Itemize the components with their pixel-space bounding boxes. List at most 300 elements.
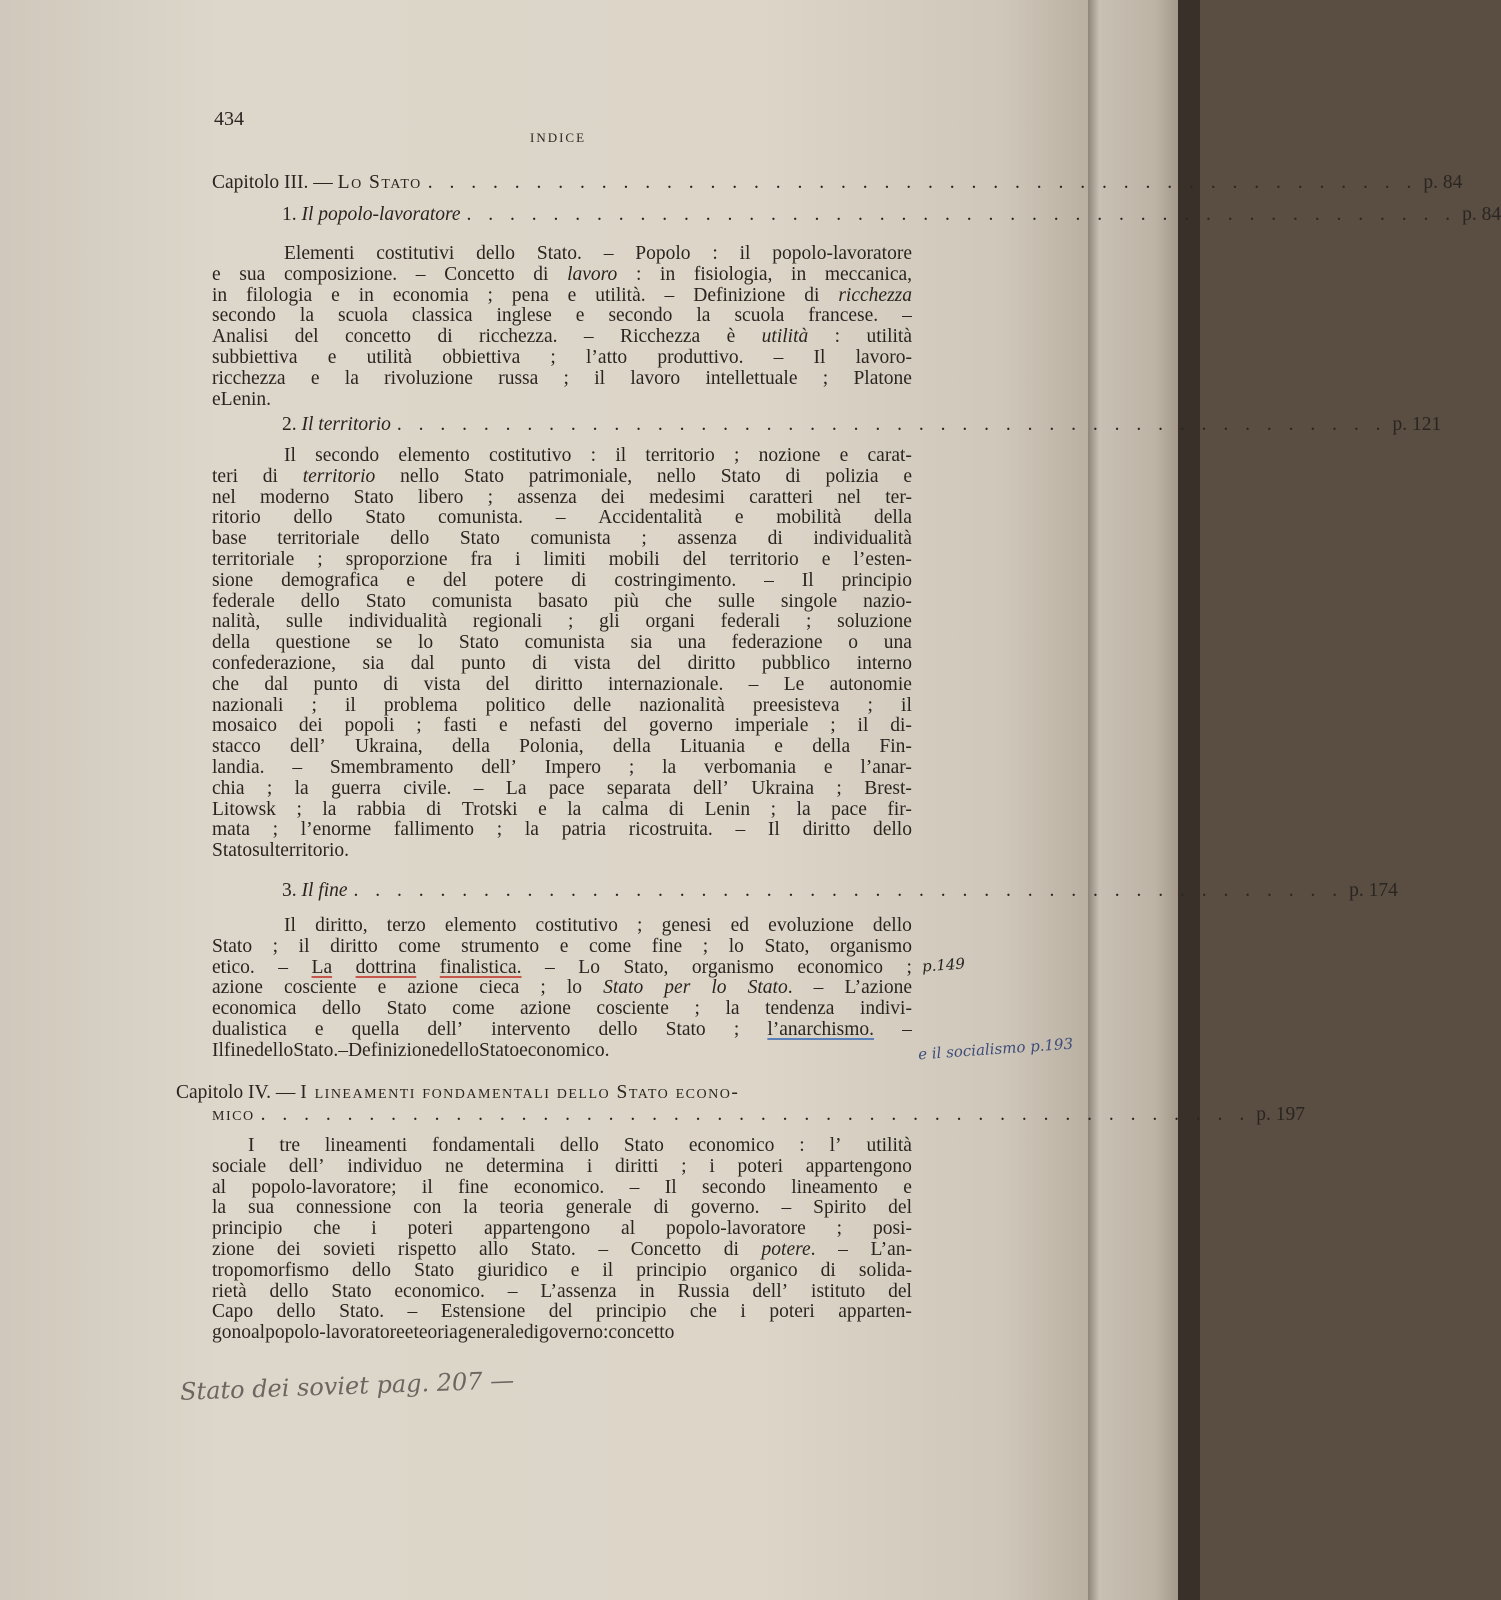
word: assenza <box>517 486 577 508</box>
text-line <box>212 800 912 821</box>
word: l’enorme <box>300 819 372 841</box>
word: dell’ <box>752 1280 789 1302</box>
word: istituto <box>811 1280 866 1302</box>
chapter-4-summary <box>212 1136 912 1344</box>
word: dello <box>872 915 912 936</box>
word: i <box>709 1155 715 1177</box>
word: mobilità <box>776 507 842 529</box>
handwritten-note: e il socialismo p.193 <box>917 1034 1074 1064</box>
word: punto <box>313 673 358 695</box>
section-page: p. 174 <box>1349 880 1398 901</box>
word: nefasti <box>529 715 582 737</box>
word: russa <box>498 367 539 389</box>
word: poteri <box>737 1155 783 1177</box>
text-line <box>212 244 912 265</box>
word: etico. <box>212 956 255 978</box>
word: tropomorfismo <box>212 1259 329 1281</box>
word: dello <box>352 1259 392 1281</box>
word: ne <box>444 1155 464 1177</box>
word: della <box>451 736 490 758</box>
word: l’anar- <box>860 756 912 778</box>
word: ; <box>906 956 912 978</box>
word: verbomania <box>704 756 797 778</box>
word: preesisteva <box>752 694 840 716</box>
word: Stato <box>386 998 427 1020</box>
word: diritto <box>687 652 736 674</box>
word: elemento <box>398 445 470 466</box>
word: dei <box>601 486 625 508</box>
red-underlined-word: La <box>311 956 333 978</box>
italic-text: potere <box>761 1238 811 1260</box>
chapter-prefix: Capitolo III. — <box>212 172 338 193</box>
word: ; <box>641 528 647 550</box>
word: Stato <box>365 507 406 529</box>
word: di <box>571 569 587 591</box>
word: mosaico <box>212 715 277 737</box>
handwritten-note: p.149 <box>921 954 966 976</box>
section-page: p. 84 <box>1462 204 1501 225</box>
word: dello <box>872 819 912 841</box>
text-segment: azione cosciente e azione cieca ; lo <box>212 977 604 999</box>
chapter-page: p. 84 <box>1423 172 1463 193</box>
word: chia <box>212 777 245 799</box>
word: concetto <box>608 1322 675 1344</box>
word: francese. <box>808 305 879 327</box>
word: del <box>888 1197 912 1219</box>
text-line <box>212 592 912 613</box>
text-line <box>212 369 912 390</box>
section-summary <box>212 446 912 862</box>
word: ; <box>770 798 777 820</box>
word: che <box>212 673 240 695</box>
word: – <box>545 956 555 978</box>
word: Lo <box>578 956 600 978</box>
word: Platone <box>853 367 912 389</box>
word: come <box>588 935 632 957</box>
word: dello <box>322 998 362 1020</box>
handwritten-note: Stato dei soviet pag. 207 — <box>179 1366 515 1406</box>
word: individuo <box>347 1155 423 1177</box>
text-line <box>212 488 912 509</box>
word: Ukraina, <box>355 736 423 758</box>
word: limiti <box>543 548 586 570</box>
page-edges <box>1088 0 1200 1600</box>
word: – <box>629 1176 640 1198</box>
word: Lenin <box>704 798 751 820</box>
text-line <box>212 306 912 327</box>
word: base <box>212 528 247 550</box>
word: che <box>313 1218 341 1240</box>
word: una <box>677 632 706 654</box>
word: vista <box>573 652 611 674</box>
text-line <box>212 1282 912 1303</box>
word: la <box>344 367 359 389</box>
text-line <box>212 958 912 979</box>
word: e <box>404 1322 414 1344</box>
word: lavoro- <box>855 346 912 368</box>
word: caratteri <box>749 486 813 508</box>
text-line <box>212 716 912 737</box>
word: il <box>345 694 356 716</box>
word: costitutivo <box>489 445 572 466</box>
word: lo <box>417 632 434 654</box>
text-line <box>212 633 912 654</box>
text-line <box>212 1219 912 1240</box>
section-number: 2. <box>282 414 302 435</box>
text-line <box>212 779 912 800</box>
word: principio <box>636 1259 707 1281</box>
word: economico. <box>394 1280 485 1302</box>
word: lineamenti <box>324 1135 408 1156</box>
word: al <box>251 1322 266 1344</box>
text-segment: : in fisiologia, in meccanica, <box>617 263 912 285</box>
italic-text: lavoro <box>567 263 618 285</box>
word: assenza <box>677 528 737 550</box>
word: Fin- <box>879 736 912 758</box>
text-line <box>212 758 912 779</box>
word: landia. <box>212 756 265 778</box>
word: classica <box>411 305 473 327</box>
word: Stato <box>331 1280 372 1302</box>
word: il <box>901 694 912 716</box>
word: di <box>532 652 548 674</box>
word: sul <box>252 840 275 862</box>
word: ; <box>311 694 317 716</box>
section-summary <box>212 244 912 410</box>
word: vista <box>423 673 461 695</box>
word: poteri <box>769 1301 815 1323</box>
word: Stato <box>665 1018 706 1040</box>
word: i <box>371 1218 377 1240</box>
word: Stato <box>458 632 499 654</box>
word: costitutivo <box>535 915 618 936</box>
word: federazione <box>731 632 823 654</box>
word: Russia <box>677 1280 730 1302</box>
chapter-title: Lo Stato <box>337 172 422 193</box>
word: territorio <box>729 548 799 570</box>
word: autonomie <box>829 673 912 695</box>
word: pubblico <box>761 652 831 674</box>
word: : <box>602 1322 609 1344</box>
word: principio <box>596 1301 667 1323</box>
word: governo <box>649 715 713 737</box>
word: del <box>548 1301 573 1323</box>
text-line <box>212 937 912 958</box>
word: governo <box>539 1322 603 1344</box>
word: e <box>212 388 221 410</box>
word: costringimento. <box>614 569 737 591</box>
word: determina <box>486 1155 565 1177</box>
text-line <box>212 265 912 286</box>
word: Il <box>284 915 296 936</box>
word: il <box>594 367 606 389</box>
word: Stato, <box>623 956 669 978</box>
text-segment: . – L’azione <box>787 977 912 999</box>
word: dello <box>300 590 340 612</box>
word: e <box>406 569 416 591</box>
word: intellettuale <box>705 367 798 389</box>
book-cover <box>1178 0 1200 1600</box>
word: L’assenza <box>540 1280 617 1302</box>
word: dal <box>264 673 289 695</box>
text-line <box>212 654 912 675</box>
toc-chapter-4 <box>176 1082 956 1104</box>
word: Stato, <box>764 935 810 957</box>
word: ; <box>702 935 709 957</box>
word: più <box>613 590 639 612</box>
word: tre <box>279 1135 300 1156</box>
word: – <box>764 569 774 591</box>
word: del <box>888 1280 912 1302</box>
word: separata <box>606 777 671 799</box>
word: ; <box>867 694 873 716</box>
text-line <box>212 571 912 592</box>
word: nazionalità <box>639 694 725 716</box>
word: di <box>668 798 685 820</box>
word: – <box>748 673 759 695</box>
word: Spirito <box>813 1197 867 1219</box>
word: sproporzione <box>345 548 448 570</box>
word: ; <box>805 611 812 633</box>
word: azione <box>519 998 571 1020</box>
word: sia <box>630 632 653 654</box>
word: la <box>524 819 539 841</box>
word: Il <box>284 445 296 466</box>
text-segment: e sua composizione. – Concetto di <box>212 263 568 285</box>
word: di <box>383 673 399 695</box>
word: indivi- <box>859 998 912 1020</box>
word: appartengono <box>484 1218 591 1240</box>
chapter-title-cont: mico <box>212 1104 255 1125</box>
word: nel <box>212 486 236 508</box>
text-line <box>212 612 912 633</box>
leader-dots: . . . . . . . . . . . . . . . . . . . . . . . . . . . . . . . . . . . . . . . . . . . . . . <box>427 172 1418 193</box>
word: soluzione <box>837 611 912 633</box>
text-line <box>212 999 912 1020</box>
word: Definizione <box>347 1039 441 1061</box>
word: ; <box>830 715 836 737</box>
word: i <box>586 1155 593 1177</box>
word: Lenin. <box>220 388 272 410</box>
word: terzo <box>386 915 426 936</box>
word: gono <box>212 1322 251 1344</box>
word: quella <box>351 1018 400 1040</box>
word: l’atto <box>586 346 628 368</box>
word: la <box>299 305 314 327</box>
word: secondo <box>608 305 673 327</box>
text-line <box>212 1157 912 1178</box>
word: libero <box>417 486 464 508</box>
word: dualistica <box>212 1018 287 1040</box>
word: Le <box>783 673 805 695</box>
text-line <box>212 1136 912 1157</box>
word: comunista <box>530 528 611 550</box>
section-title: Il territorio <box>301 414 391 435</box>
word: nel <box>837 486 862 508</box>
word: – <box>278 956 289 978</box>
text-line <box>212 286 912 307</box>
word: dello <box>440 1039 480 1061</box>
word: e <box>314 1018 324 1040</box>
leader-dots: . . . . . . . . . . . . . . . . . . . . . . . . . . . . . . . . . . . . . . . . . . . . . . <box>353 880 1344 901</box>
word: Il <box>212 1039 224 1061</box>
word: popolo-lavoratore <box>772 243 912 264</box>
page-number: 434 <box>214 108 244 130</box>
word: ; <box>836 777 842 799</box>
italic-text: territorio <box>302 465 376 487</box>
word: sione <box>212 569 254 591</box>
word: territoriale <box>277 528 360 550</box>
word: cosciente <box>596 998 669 1020</box>
word: di <box>767 528 783 550</box>
text-line <box>212 467 912 488</box>
word: ; <box>628 756 635 778</box>
word: di <box>523 1322 540 1344</box>
word: calma <box>601 798 649 820</box>
text-segment: zione dei sovieti rispetto allo Stato. – Concetto di <box>212 1238 762 1260</box>
word: federale <box>212 590 275 612</box>
word: ; <box>567 611 574 633</box>
word: la <box>696 305 711 327</box>
word: Trotski <box>461 798 518 820</box>
section-summary <box>212 916 912 1062</box>
word: diritto <box>535 673 583 695</box>
word: ; <box>681 1155 687 1177</box>
word: delle <box>573 694 612 716</box>
word: ; <box>637 915 643 936</box>
word: dello <box>293 507 333 529</box>
word: della <box>212 632 250 654</box>
word: : <box>799 1135 805 1156</box>
word: genesi <box>661 915 712 936</box>
red-underlined-word: dottrina <box>355 956 417 978</box>
word: appartengono <box>805 1155 912 1177</box>
word: e <box>310 367 320 389</box>
word: – <box>902 305 912 327</box>
word: fasti <box>443 715 478 737</box>
word: – <box>902 1018 912 1040</box>
text-segment: : utilità <box>808 326 912 348</box>
word: e <box>538 798 547 820</box>
word: : <box>590 445 597 466</box>
word: individualità <box>813 528 912 550</box>
section-title: Il popolo-lavoratore <box>301 204 461 225</box>
word: teoria <box>499 1197 544 1219</box>
word: nazio- <box>863 590 912 612</box>
word: dei <box>298 715 323 737</box>
word: o <box>848 632 859 654</box>
red-underlined-word: finalistica. <box>439 956 522 978</box>
word: ; <box>317 548 323 570</box>
word: l’ <box>829 1135 842 1156</box>
word: ritorio <box>212 507 261 529</box>
word: – <box>555 507 566 529</box>
word: dal <box>410 652 435 674</box>
word: La <box>505 777 527 799</box>
word: utilità <box>866 1135 912 1156</box>
word: ; <box>416 715 422 737</box>
leader-dots: . . . . . . . . . . . . . . . . . . . . . . . . . . . . . . . . . . . . . . . . . . . . . . <box>396 414 1387 435</box>
text-line <box>212 696 912 717</box>
word: che <box>664 590 692 612</box>
word: dello <box>476 243 516 264</box>
word: la <box>322 798 337 820</box>
word: diritto <box>330 935 378 957</box>
word: del <box>603 715 628 737</box>
word: sia <box>362 652 385 674</box>
word: fine <box>223 1039 255 1061</box>
word: problema <box>383 694 458 716</box>
word: la <box>662 756 677 778</box>
word: Accidentalità <box>598 507 703 529</box>
word: pace <box>831 798 867 820</box>
word: economico. <box>519 1039 610 1061</box>
word: singole <box>780 590 838 612</box>
word: governo. <box>690 1197 760 1219</box>
word: moderno <box>260 486 330 508</box>
word: territorio. <box>274 840 350 862</box>
word: con <box>413 1197 442 1219</box>
word: individualità <box>348 611 448 633</box>
word: – <box>603 243 614 264</box>
word: il <box>857 715 869 737</box>
word: posi- <box>872 1218 912 1240</box>
word: – <box>473 777 484 799</box>
word: nalità, <box>212 611 261 633</box>
word: secondo <box>315 445 380 466</box>
word: demografica <box>281 569 379 591</box>
word: il <box>298 935 310 957</box>
word: i <box>515 548 521 570</box>
word: economico. <box>513 1176 605 1198</box>
word: Stato <box>353 486 394 508</box>
text-segment: Analisi del concetto di ricchezza. – Ricchezza è <box>212 326 762 348</box>
word: Ukraina <box>751 777 815 799</box>
word: della <box>812 736 851 758</box>
word: Smembramento <box>329 756 454 778</box>
word: e <box>327 346 337 368</box>
text-line <box>212 675 912 696</box>
word: interno <box>856 652 912 674</box>
word: popolo-lavoratore <box>265 1322 405 1344</box>
word: al <box>212 1176 227 1198</box>
word: dello <box>269 1280 309 1302</box>
word: ; <box>296 798 302 820</box>
word: federali <box>720 611 781 633</box>
word: secondo <box>212 305 276 327</box>
chapter-page: p. 197 <box>1256 1104 1305 1125</box>
word: Stato <box>365 590 406 612</box>
word: organismo <box>691 956 774 978</box>
word: dell’ <box>290 736 326 758</box>
word: Il <box>801 569 814 591</box>
word: fine <box>458 1176 489 1198</box>
word: mata <box>212 819 250 841</box>
text-line <box>212 1261 912 1282</box>
word: Popolo <box>635 243 691 264</box>
word: di <box>426 798 442 820</box>
word: di- <box>890 715 912 737</box>
text-line <box>212 1041 912 1062</box>
word: utilità <box>366 346 413 368</box>
chapter-prefix: Capitolo IV. — <box>176 1082 301 1103</box>
text-line <box>212 820 912 841</box>
toc-section <box>212 204 1501 226</box>
word: dell’ <box>288 1155 325 1177</box>
word: dello <box>390 528 430 550</box>
word: diritti <box>615 1155 659 1177</box>
word: Stato <box>623 1135 664 1156</box>
